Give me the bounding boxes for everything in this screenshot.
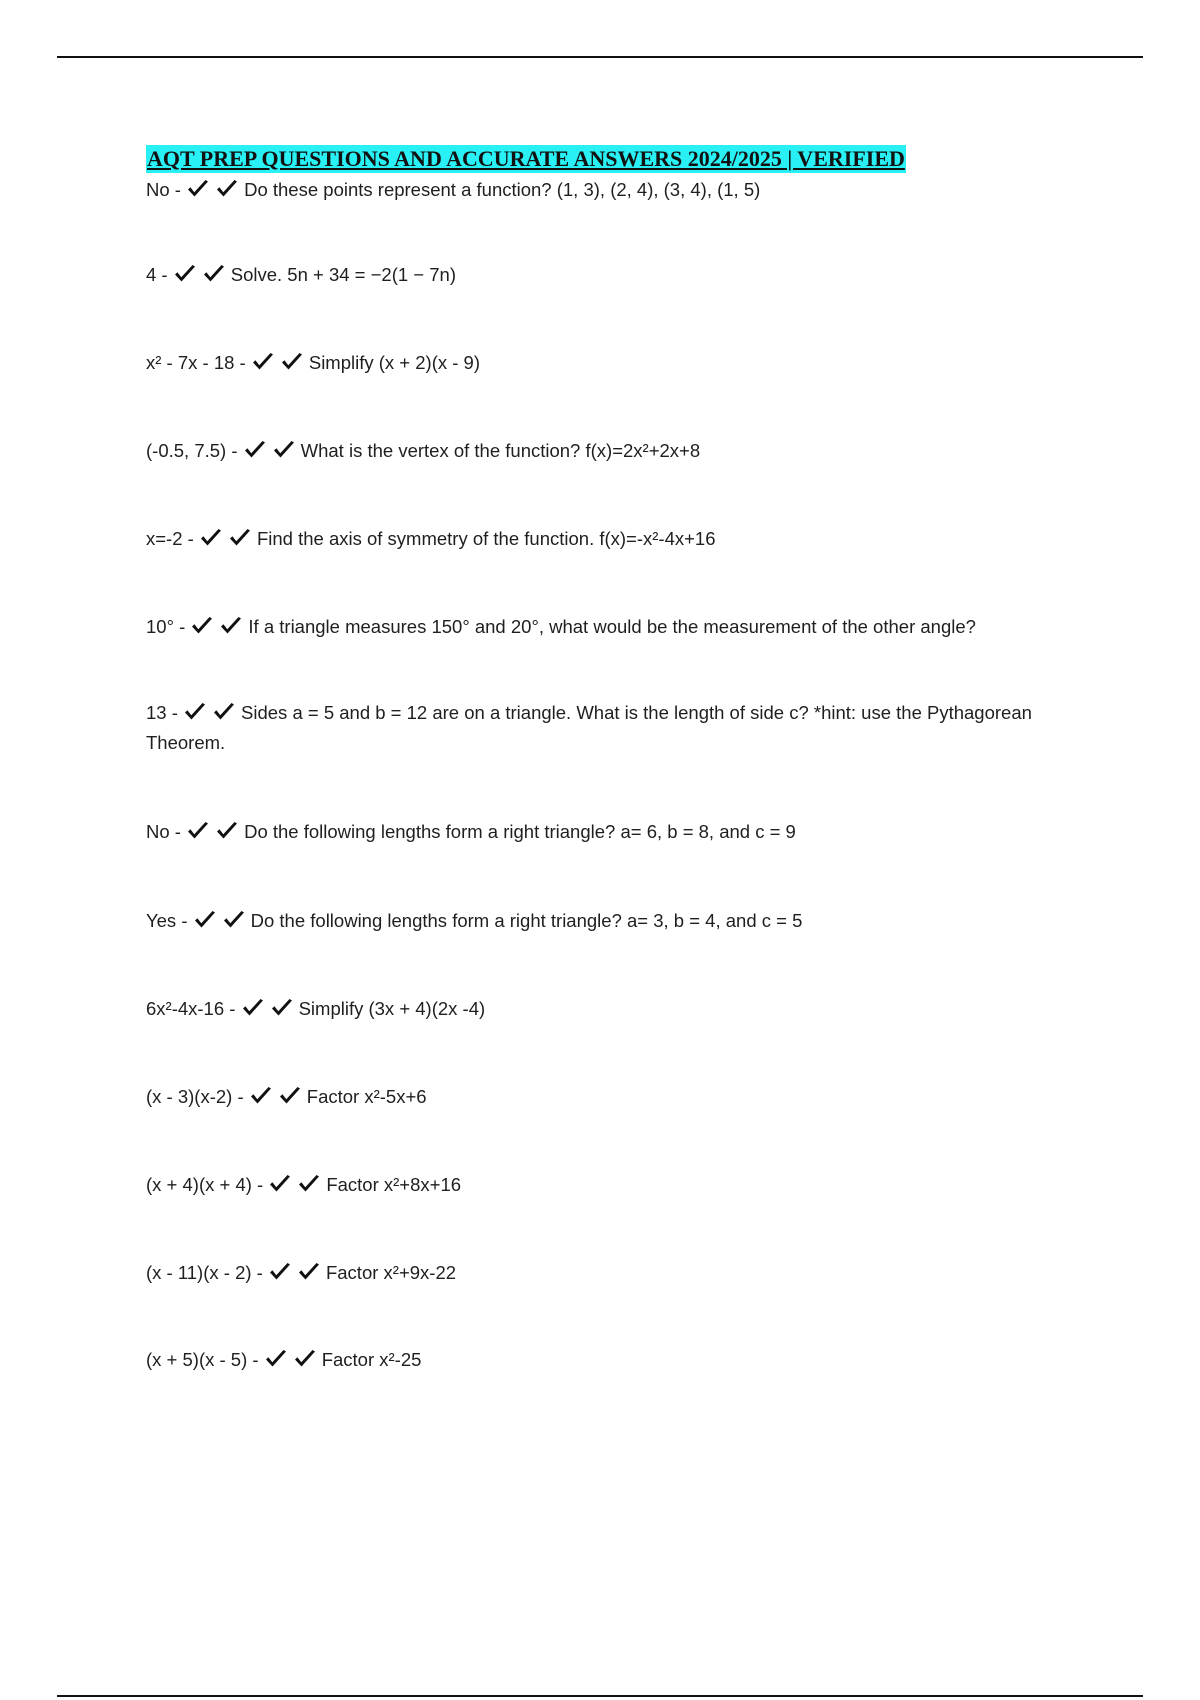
checkmark-icon: [268, 1262, 292, 1282]
question-text: If a triangle measures 150° and 20°, what would be the measurement of the other angle?: [248, 616, 976, 637]
checkmark-icon: [270, 998, 294, 1018]
checkmark-icon: [222, 910, 246, 930]
answer-text: x=-2 -: [146, 528, 199, 549]
checkmark-icon: [202, 264, 226, 284]
qa-item: [146, 1345, 1086, 1375]
checkmark-icon: [193, 910, 217, 930]
qa-item: [146, 524, 1086, 554]
checkmark-icon: [183, 702, 207, 722]
answer-text: (x - 11)(x - 2) -: [146, 1262, 268, 1283]
checkmark-icon: [243, 440, 267, 460]
document-title: AQT PREP QUESTIONS AND ACCURATE ANSWERS 2024/2025 | VERIFIED: [147, 146, 905, 171]
answer-text: (x + 4)(x + 4) -: [146, 1174, 269, 1195]
answer-text: x² - 7x - 18 -: [146, 352, 251, 373]
qa-item: [146, 906, 1086, 936]
footer-rule: [57, 1695, 1143, 1697]
checkmark-icon: [280, 352, 304, 372]
answer-text: 13 -: [146, 702, 184, 723]
checkmark-icon: [251, 352, 275, 372]
question-text: Do these points represent a function? (1, 3), (2, 4), (3, 4), (1, 5): [244, 179, 761, 200]
question-text: What is the vertex of the function? f(x)=2x²+2x+8: [300, 440, 701, 461]
checkmark-icon: [278, 1086, 302, 1106]
qa-item: [146, 612, 1086, 642]
checkmark-icon: [219, 616, 243, 636]
document-body: [146, 145, 1086, 1370]
answer-text: No -: [146, 179, 187, 200]
qa-item: [146, 817, 1086, 847]
qa-item: [146, 436, 1086, 466]
question-text: Do the following lengths form a right triangle? a= 3, b = 4, and c = 5: [250, 910, 803, 931]
qa-item: [146, 1170, 1086, 1200]
checkmark-icon: [186, 821, 210, 841]
question-text: Solve. 5n + 34 = −2(1 − 7n): [230, 264, 456, 285]
answer-text: (-0.5, 7.5) -: [146, 440, 243, 461]
checkmark-icon: [190, 616, 214, 636]
checkmark-icon: [173, 264, 197, 284]
question-text: Factor x²+8x+16: [326, 1174, 462, 1195]
question-text: Factor x²+9x-22: [325, 1262, 457, 1283]
answer-text: 4 -: [146, 264, 173, 285]
question-text: Simplify (3x + 4)(2x -4): [298, 998, 486, 1019]
qa-item: [146, 260, 1086, 290]
qa-item: [146, 1082, 1086, 1112]
checkmark-icon: [249, 1086, 273, 1106]
checkmark-icon: [293, 1349, 317, 1369]
answer-text: 6x²-4x-16 -: [146, 998, 241, 1019]
qa-item: [146, 175, 1086, 205]
checkmark-icon: [268, 1174, 292, 1194]
qa-item: [146, 348, 1086, 378]
question-text: Find the axis of symmetry of the function. f(x)=-x²-4x+16: [256, 528, 716, 549]
checkmark-icon: [199, 528, 223, 548]
qa-item: [146, 994, 1086, 1024]
checkmark-icon: [272, 440, 296, 460]
question-text: Factor x²-25: [321, 1349, 422, 1370]
answer-text: (x - 3)(x-2) -: [146, 1086, 249, 1107]
qa-item: [146, 698, 1086, 758]
question-text: Simplify (x + 2)(x - 9): [308, 352, 481, 373]
checkmark-icon: [297, 1262, 321, 1282]
answer-text: 10° -: [146, 616, 191, 637]
question-text: Do the following lengths form a right triangle? a= 6, b = 8, and c = 9: [244, 821, 796, 842]
header-rule: [57, 56, 1143, 58]
checkmark-icon: [212, 702, 236, 722]
checkmark-icon: [186, 179, 210, 199]
checkmark-icon: [228, 528, 252, 548]
checkmark-icon: [215, 821, 239, 841]
checkmark-icon: [297, 1174, 321, 1194]
checkmark-icon: [215, 179, 239, 199]
checkmark-icon: [264, 1349, 288, 1369]
qa-item: [146, 1258, 1086, 1288]
answer-text: No -: [146, 821, 187, 842]
checkmark-icon: [241, 998, 265, 1018]
question-text: Sides a = 5 and b = 12 are on a triangle. What is the length of side c? *hint: use the Pythagorean Theorem.: [146, 702, 1032, 753]
question-text: Factor x²-5x+6: [306, 1086, 427, 1107]
answer-text: Yes -: [146, 910, 193, 931]
answer-text: (x + 5)(x - 5) -: [146, 1349, 264, 1370]
